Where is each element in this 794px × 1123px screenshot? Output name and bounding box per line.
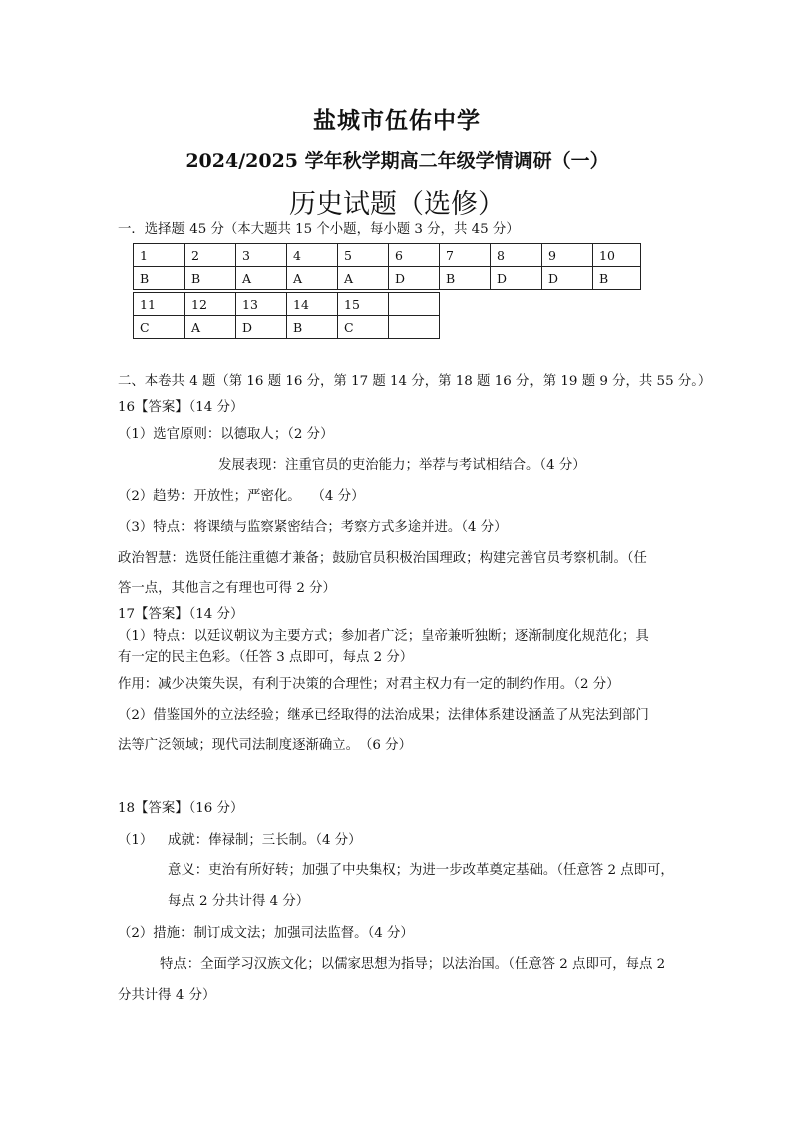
- q17-line-1: （1）特点：以廷议朝议为主要方式；参加者广泛；皇帝兼听独断；逐渐制度化规范化；具: [118, 629, 649, 644]
- table-cell: 10: [593, 244, 641, 267]
- table-cell: B: [134, 267, 185, 290]
- q16-line-6: 答一点，其他言之有理也可得 2 分）: [118, 581, 336, 596]
- table-cell: 12: [185, 293, 236, 316]
- table-cell: 9: [542, 244, 593, 267]
- table-cell: [389, 316, 440, 339]
- table-cell: 1: [134, 244, 185, 267]
- table-cell: 7: [440, 244, 491, 267]
- q18-line-4: （2）措施：制订成文法；加强司法监督。（4 分）: [118, 926, 414, 941]
- table-cell: C: [338, 316, 389, 339]
- table-cell: B: [440, 267, 491, 290]
- table-cell: 4: [287, 244, 338, 267]
- subject-title: 历史试题（选修）: [289, 189, 505, 220]
- table-cell: A: [338, 267, 389, 290]
- table-cell: B: [593, 267, 641, 290]
- table-cell: D: [542, 267, 593, 290]
- table-cell: 6: [389, 244, 440, 267]
- q17-line-5: 法等广泛领域；现代司法制度逐渐确立。 （6 分）: [118, 738, 412, 753]
- q17-line-3: 作用：减少决策失误，有利于决策的合理性；对君主权力有一定的制约作用。（2 分）: [118, 677, 620, 692]
- q16-line-4: （3）特点：将课绩与监察紧密结合；考察方式多途并进。（4 分）: [118, 520, 508, 535]
- q17-line-2: 有一定的民主色彩。（任答 3 点即可，每点 2 分）: [118, 650, 414, 665]
- table-cell: 14: [287, 293, 338, 316]
- q16-line-3: （2）趋势：开放性；严密化。 （4 分）: [118, 489, 365, 504]
- table-cell: 11: [134, 293, 185, 316]
- table-cell: B: [185, 267, 236, 290]
- q18-line-5: 特点：全面学习汉族文化；以儒家思想为指导；以法治国。（任意答 2 点即可，每点 2: [160, 957, 666, 972]
- table-cell: D: [236, 316, 287, 339]
- q17-title: 17【答案】（14 分）: [118, 607, 244, 622]
- q18-line-2: 意义：吏治有所好转；加强了中央集权；为进一步改革奠定基础。（任意答 2 点即可，: [168, 863, 674, 878]
- table-row: [134, 267, 641, 290]
- q16-title: 16【答案】（14 分）: [118, 400, 244, 415]
- table-cell: [389, 293, 440, 316]
- q16-line-1: （1）选官原则：以德取人；（2 分）: [118, 427, 334, 442]
- table-row: [134, 244, 641, 267]
- table-row: [134, 293, 440, 316]
- section1-heading: 一．选择题 45 分（本大题共 15 个小题，每小题 3 分，共 45 分）: [118, 222, 520, 237]
- table-cell: A: [287, 267, 338, 290]
- q18-line-3: 每点 2 分共计得 4 分）: [168, 894, 310, 909]
- table-row: [134, 316, 440, 339]
- q17-line-4: （2）借鉴国外的立法经验；继承已经取得的法治成果；法律体系建设涵盖了从宪法到部门: [118, 708, 649, 723]
- q18-line-1-number: （1）: [118, 833, 154, 848]
- answer-table-2: [133, 292, 440, 339]
- q18-title: 18【答案】（16 分）: [118, 801, 244, 816]
- school-name: 盐城市伍佑中学: [313, 107, 481, 134]
- section2-heading: 二、本卷共 4 题（第 16 题 16 分，第 17 题 14 分，第 18 题 16 分，第 19 题 9 分，共 55 分。）: [118, 374, 712, 389]
- table-cell: 8: [491, 244, 542, 267]
- q16-line-5: 政治智慧：选贤任能注重德才兼备；鼓励官员积极治国理政；构建完善官员考察机制。（任: [118, 551, 647, 566]
- table-cell: A: [236, 267, 287, 290]
- table-cell: 15: [338, 293, 389, 316]
- table-cell: 3: [236, 244, 287, 267]
- table-cell: D: [389, 267, 440, 290]
- table-cell: D: [491, 267, 542, 290]
- q16-line-2: 发展表现：注重官员的吏治能力；举荐与考试相结合。（4 分）: [218, 458, 586, 473]
- table-cell: A: [185, 316, 236, 339]
- exam-title: 2024/2025 学年秋学期高二年级学情调研（一）: [185, 150, 609, 172]
- table-cell: B: [287, 316, 338, 339]
- table-cell: 13: [236, 293, 287, 316]
- table-cell: 2: [185, 244, 236, 267]
- q18-line-6: 分共计得 4 分）: [118, 988, 216, 1003]
- q18-line-1: 成就：俸禄制；三长制。（4 分）: [168, 833, 362, 848]
- table-cell: 5: [338, 244, 389, 267]
- table-cell: C: [134, 316, 185, 339]
- answer-table-1: [133, 243, 641, 290]
